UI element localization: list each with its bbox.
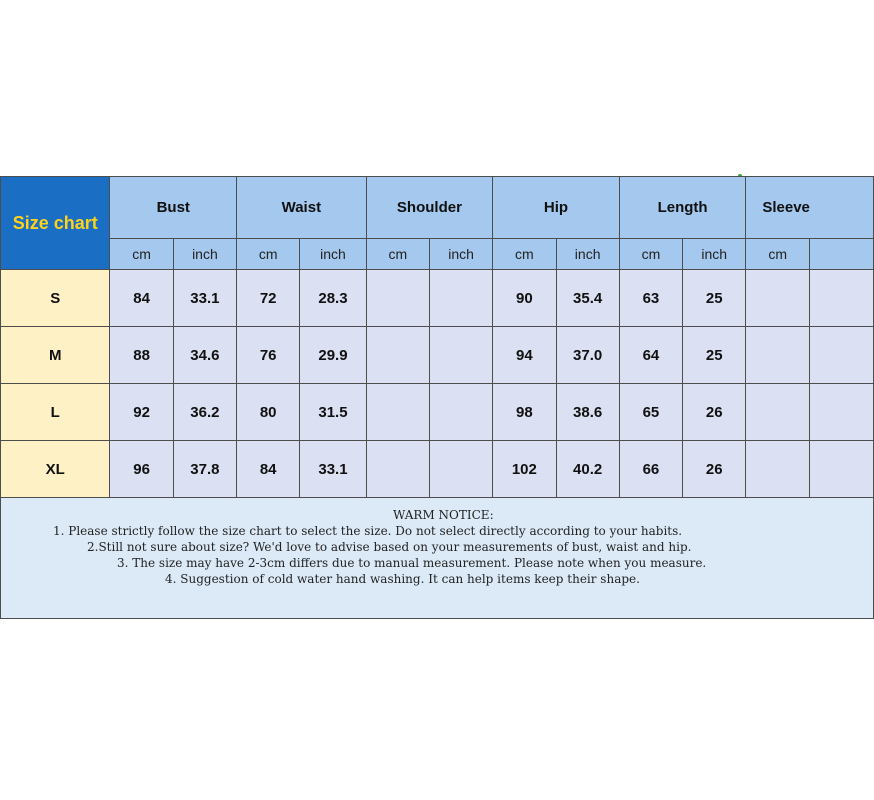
table-cell [809, 384, 873, 441]
table-cell [746, 270, 809, 327]
unit-inch: inch [683, 239, 746, 270]
table-cell: 66 [619, 441, 682, 498]
table-cell [746, 441, 809, 498]
header-length: Length [619, 177, 746, 239]
notice-line: 1. Please strictly follow the size chart to select the size. Do not select directly according to your habits. [53, 524, 683, 538]
size-label: S [1, 270, 110, 327]
unit-inch: inch [300, 239, 366, 270]
table-row [1, 441, 874, 498]
table-cell: 33.1 [300, 441, 366, 498]
unit-cm: cm [366, 239, 429, 270]
unit-cm: cm [746, 239, 809, 270]
table-cell: 65 [619, 384, 682, 441]
table-cell: 63 [619, 270, 682, 327]
table-cell [366, 384, 429, 441]
size-label: M [1, 327, 110, 384]
table-cell: 34.6 [173, 327, 236, 384]
header-sleeve: Sleeve [746, 177, 874, 239]
table-row [1, 270, 874, 327]
unit-inch: inch [429, 239, 492, 270]
table-cell [366, 327, 429, 384]
table-cell [366, 270, 429, 327]
table-cell [746, 327, 809, 384]
table-cell: 29.9 [300, 327, 366, 384]
table-cell: 33.1 [173, 270, 236, 327]
table-cell: 40.2 [556, 441, 619, 498]
unit-inch: inch [556, 239, 619, 270]
unit-cm: cm [493, 239, 556, 270]
table-cell: 88 [110, 327, 173, 384]
table-cell: 84 [237, 441, 300, 498]
size-chart-title: Size chart [1, 177, 110, 270]
table-cell [809, 270, 873, 327]
table-cell: 37.8 [173, 441, 236, 498]
unit-inch: inch [173, 239, 236, 270]
header-bust: Bust [110, 177, 237, 239]
table-cell: 64 [619, 327, 682, 384]
table-cell: 28.3 [300, 270, 366, 327]
table-cell [429, 384, 492, 441]
header-hip: Hip [493, 177, 620, 239]
table-cell: 25 [683, 327, 746, 384]
table-cell [429, 327, 492, 384]
unit-inch [809, 239, 873, 270]
table-cell: 96 [110, 441, 173, 498]
table-cell [429, 441, 492, 498]
notice-line: 2.Still not sure about size? We'd love to advise based on your measurements of bust, waist and hip. [87, 540, 692, 554]
table-cell: 36.2 [173, 384, 236, 441]
table-cell: 76 [237, 327, 300, 384]
size-chart-table [0, 176, 874, 619]
table-cell: 72 [237, 270, 300, 327]
table-row [1, 384, 874, 441]
notice-line: 4. Suggestion of cold water hand washing. It can help items keep their shape. [165, 572, 640, 586]
unit-cm: cm [619, 239, 682, 270]
table-cell [366, 441, 429, 498]
unit-cm: cm [237, 239, 300, 270]
warm-notice [1, 498, 874, 619]
size-chart [0, 176, 810, 624]
table-cell [809, 327, 873, 384]
table-cell: 26 [683, 441, 746, 498]
table-cell: 37.0 [556, 327, 619, 384]
table-cell: 26 [683, 384, 746, 441]
table-cell: 35.4 [556, 270, 619, 327]
table-cell: 38.6 [556, 384, 619, 441]
header-waist: Waist [237, 177, 367, 239]
table-cell: 90 [493, 270, 556, 327]
table-row [1, 327, 874, 384]
table-cell: 98 [493, 384, 556, 441]
table-cell: 80 [237, 384, 300, 441]
notice-line: 3. The size may have 2-3cm differs due to manual measurement. Please note when you measure. [117, 556, 707, 570]
table-cell: 94 [493, 327, 556, 384]
table-cell [429, 270, 492, 327]
table-cell: 102 [493, 441, 556, 498]
table-cell: 92 [110, 384, 173, 441]
table-cell: 84 [110, 270, 173, 327]
table-cell [746, 384, 809, 441]
size-label: L [1, 384, 110, 441]
unit-cm: cm [110, 239, 173, 270]
notice-heading: WARM NOTICE: [393, 508, 494, 522]
table-cell: 31.5 [300, 384, 366, 441]
size-label: XL [1, 441, 110, 498]
header-shoulder: Shoulder [366, 177, 493, 239]
table-cell [809, 441, 873, 498]
table-cell: 25 [683, 270, 746, 327]
